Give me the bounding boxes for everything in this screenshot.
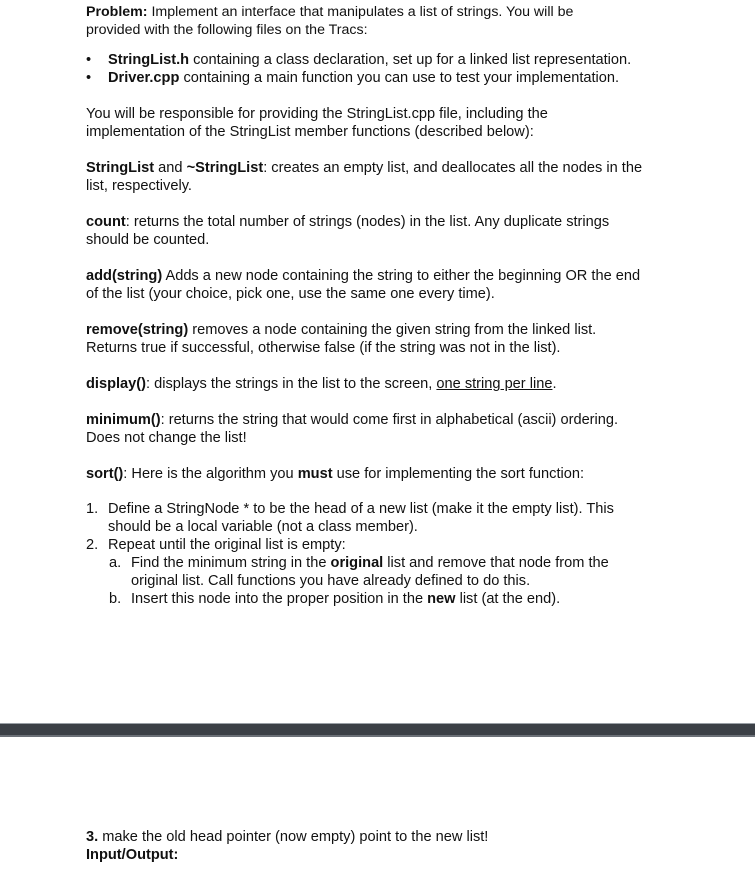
display-name: display() — [86, 376, 147, 392]
display-text: : displays the strings in the list to the screen, — [146, 376, 437, 392]
list-item — [86, 69, 696, 87]
display-desc — [86, 375, 696, 393]
sort-name: sort() — [86, 466, 124, 482]
count-desc — [86, 213, 696, 249]
remove-desc — [86, 321, 696, 357]
file-desc: containing a class declaration, set up for a linked list representation. — [189, 52, 632, 68]
assignment-body — [86, 4, 696, 608]
substep-b-bold: new — [427, 591, 456, 607]
minimum-desc — [86, 411, 696, 447]
sort-desc — [86, 465, 696, 483]
page-break-divider — [0, 724, 755, 737]
problem-statement — [86, 4, 696, 39]
minimum-name: minimum() — [86, 412, 161, 428]
step-3-text: make the old head pointer (now empty) point to the new list! — [98, 829, 489, 845]
substep-a-bold: original — [330, 555, 384, 571]
step-2-line-1: Repeat until the original list is empty: — [108, 537, 346, 553]
bullet-icon: • — [86, 52, 92, 68]
add-text-1: Adds a new node containing the string to either the beginning OR the end — [162, 268, 641, 284]
count-text-2: should be counted. — [86, 232, 210, 248]
substep-letter: a. — [109, 555, 122, 571]
list-item — [86, 590, 696, 608]
step-1-line-2: should be a local variable (not a class member). — [108, 519, 418, 535]
list-item — [86, 500, 696, 536]
substep-a-line-2: original list. Call functions you have already defined to do this. — [131, 573, 531, 589]
step-number: 3. — [86, 829, 99, 845]
list-item — [86, 554, 696, 590]
add-desc — [86, 267, 696, 303]
file-name: Driver.cpp — [108, 70, 180, 86]
step-1-line-1: Define a StringNode * to be the head of a new list (make it the empty list). This — [108, 501, 614, 517]
minimum-text-2: Does not change the list! — [86, 430, 247, 446]
add-text-2: of the list (your choice, pick one, use the same one every time). — [86, 286, 495, 302]
bullet-icon: • — [86, 70, 92, 86]
ctor-text-2: list, respectively. — [86, 178, 192, 194]
display-underlined: one string per line — [436, 376, 553, 392]
display-end: . — [552, 376, 557, 392]
responsibility-paragraph — [86, 105, 696, 141]
problem-label: Problem: — [86, 4, 148, 20]
ctor-and: and — [154, 160, 187, 176]
add-name: add(string) — [86, 268, 163, 284]
substep-b-text-1: Insert this node into the proper position in the — [131, 591, 428, 607]
dtor-name: ~StringList — [186, 160, 264, 176]
count-name: count — [86, 214, 126, 230]
file-desc: containing a main function you can use to test your implementation. — [179, 70, 620, 86]
substep-letter: b. — [109, 591, 122, 607]
step-3 — [86, 828, 696, 846]
minimum-text-1: : returns the string that would come first in alphabetical (ascii) ordering. — [160, 412, 619, 428]
remove-name: remove(string) — [86, 322, 189, 338]
responsibility-line-1: You will be responsible for providing the StringList.cpp file, including the — [86, 106, 548, 122]
count-text-1: : returns the total number of strings (nodes) in the list. Any duplicate strings — [125, 214, 610, 230]
substep-a-text-1: Find the minimum string in the — [131, 555, 331, 571]
sort-text-a: : Here is the algorithm you — [123, 466, 298, 482]
responsibility-line-2: implementation of the StringList member functions (described below): — [86, 124, 534, 140]
list-item — [86, 51, 696, 69]
continued-body — [86, 828, 696, 864]
substep-a-text-2: list and remove that node from the — [383, 555, 609, 571]
substep-b-text-2: list (at the end). — [455, 591, 561, 607]
sort-steps — [86, 500, 696, 608]
sort-text-b: use for implementing the sort function: — [332, 466, 585, 482]
ctor-text-1: : creates an empty list, and deallocates all the nodes in the — [263, 160, 643, 176]
constructor-destructor-desc — [86, 159, 696, 195]
file-name: StringList.h — [108, 52, 190, 68]
step-number: 2. — [86, 537, 99, 553]
problem-text-2: provided with the following files on the Tracs: — [86, 21, 368, 38]
list-item — [86, 536, 696, 554]
sort-must: must — [297, 466, 333, 482]
step-number: 1. — [86, 501, 99, 517]
problem-text-1: Implement an interface that manipulates a list of strings. You will be — [147, 4, 574, 20]
io-heading: Input/Output: — [86, 847, 179, 863]
remove-text-1: removes a node containing the given string from the linked list. — [188, 322, 597, 338]
provided-files-list — [86, 51, 696, 87]
ctor-name: StringList — [86, 160, 155, 176]
remove-text-2: Returns true if successful, otherwise false (if the string was not in the list). — [86, 340, 561, 356]
